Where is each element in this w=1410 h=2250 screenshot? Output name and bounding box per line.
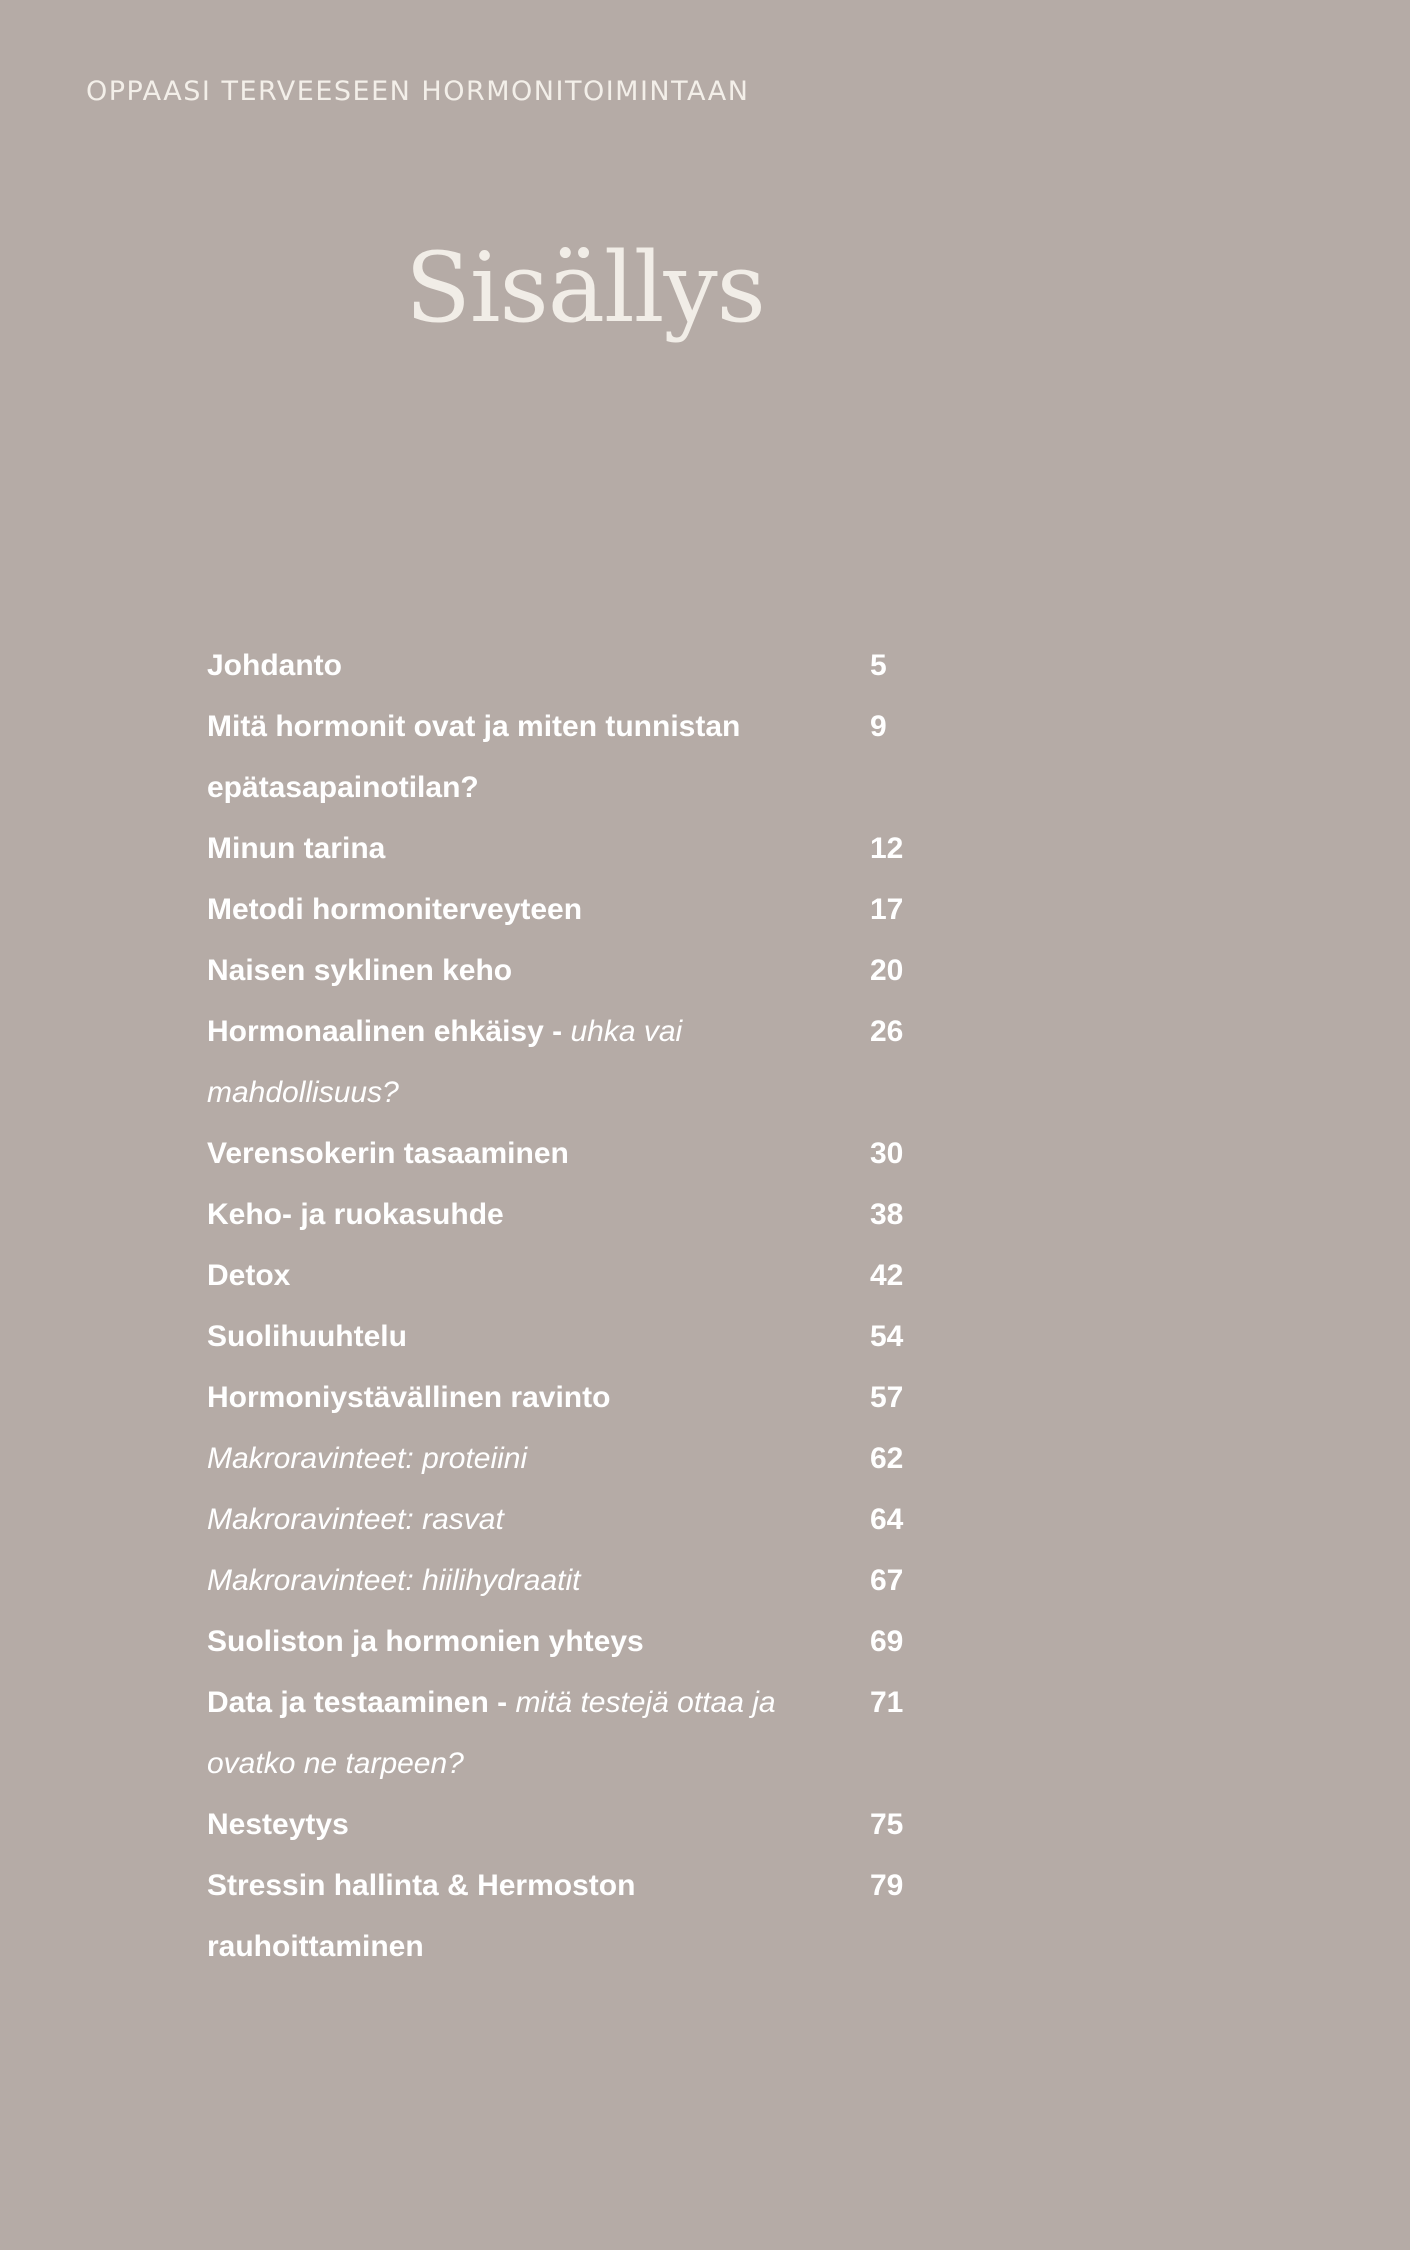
toc-entry-proteiini[interactable]	[207, 1428, 927, 1489]
toc-entry-rasvat[interactable]	[207, 1489, 927, 1550]
toc-entry-hiilihydraatit[interactable]	[207, 1550, 927, 1611]
toc-entry-verensokeri[interactable]	[207, 1123, 927, 1184]
toc-entry-ruokasuhde[interactable]	[207, 1184, 927, 1245]
toc-entry-page: 5	[870, 649, 887, 682]
toc-entry-syklinen-keho[interactable]	[207, 940, 927, 1001]
toc-entry-hormonit[interactable]	[207, 696, 927, 818]
toc-entry-page: 71	[870, 1686, 904, 1719]
table-of-contents	[207, 635, 927, 1977]
toc-entry-ehkaisy[interactable]	[207, 1001, 927, 1123]
toc-entry-title: Hormoniystävällinen ravinto	[207, 1381, 611, 1414]
toc-entry-title: Stressin hallinta & Hermoston rauhoittaminen	[207, 1869, 636, 1963]
toc-entry-title: Suolihuuhtelu	[207, 1320, 407, 1353]
toc-entry-title: Metodi hormoniterveyteen	[207, 893, 583, 926]
toc-entry-page: 69	[870, 1625, 904, 1658]
toc-entry-page: 9	[870, 710, 887, 743]
page-title: Sisällys	[405, 232, 765, 344]
toc-entry-ravinto[interactable]	[207, 1367, 927, 1428]
toc-entry-page: 26	[870, 1015, 904, 1048]
toc-entry-title: Keho- ja ruokasuhde	[207, 1198, 504, 1231]
toc-entry-page: 17	[870, 893, 904, 926]
toc-entry-stressi[interactable]	[207, 1855, 927, 1977]
toc-entry-minun-tarina[interactable]	[207, 818, 927, 879]
toc-entry-title: Suoliston ja hormonien yhteys	[207, 1625, 644, 1658]
toc-entry-page: 62	[870, 1442, 904, 1475]
toc-entry-data[interactable]	[207, 1672, 927, 1794]
toc-entry-page: 57	[870, 1381, 904, 1414]
toc-entry-page: 79	[870, 1869, 904, 1902]
toc-entry-page: 54	[870, 1320, 904, 1353]
toc-entry-metodi[interactable]	[207, 879, 927, 940]
toc-entry-detox[interactable]	[207, 1245, 927, 1306]
toc-entry-nesteytys[interactable]	[207, 1794, 927, 1855]
toc-entry-title: Detox	[207, 1259, 291, 1292]
toc-entry-page: 42	[870, 1259, 904, 1292]
toc-entry-page: 20	[870, 954, 904, 987]
toc-entry-title: Verensokerin tasaaminen	[207, 1137, 569, 1170]
toc-entry-johdanto[interactable]	[207, 635, 927, 696]
toc-entry-title: Makroravinteet: rasvat	[207, 1503, 504, 1536]
toc-entry-title: Makroravinteet: proteiini	[207, 1442, 528, 1475]
toc-entry-title: Minun tarina	[207, 832, 386, 865]
toc-entry-page: 38	[870, 1198, 904, 1231]
toc-entry-suolisto[interactable]	[207, 1611, 927, 1672]
document-header: OPPAASI TERVEESEEN HORMONITOIMINTAAN	[86, 76, 750, 107]
toc-entry-title: Mitä hormonit ovat ja miten tunnistan epätasapainotilan?	[207, 710, 741, 804]
toc-entry-title: Naisen syklinen keho	[207, 954, 513, 987]
toc-entry-page: 12	[870, 832, 904, 865]
toc-entry-suolihuuhtelu[interactable]	[207, 1306, 927, 1367]
toc-entry-title: Nesteytys	[207, 1808, 349, 1841]
toc-entry-page: 64	[870, 1503, 904, 1536]
toc-entry-title: Data ja testaaminen - mitä testejä ottaa ja ovatko ne tarpeen?	[207, 1686, 776, 1780]
toc-entry-page: 75	[870, 1808, 904, 1841]
toc-entry-title: Hormonaalinen ehkäisy - uhka vai mahdollisuus?	[207, 1015, 683, 1109]
toc-entry-title: Johdanto	[207, 649, 342, 682]
toc-entry-page: 67	[870, 1564, 904, 1597]
toc-entry-title: Makroravinteet: hiilihydraatit	[207, 1564, 581, 1597]
toc-entry-page: 30	[870, 1137, 904, 1170]
